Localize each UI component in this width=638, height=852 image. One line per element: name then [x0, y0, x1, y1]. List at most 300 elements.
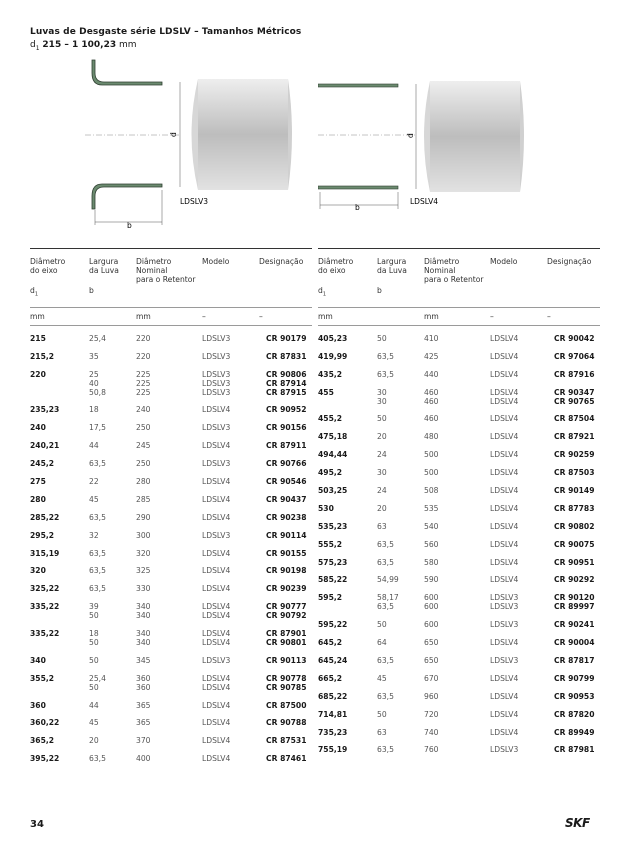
nominal-diameter-cell: 670	[424, 673, 439, 683]
sleeve-width-cell: 63,5	[377, 655, 394, 665]
designation-cell: CR 97064	[554, 351, 595, 361]
table-row	[30, 532, 312, 550]
table-units-row	[30, 308, 312, 325]
nominal-diameter-cell: 400	[136, 754, 151, 764]
nominal-diameter-cell: 285	[136, 494, 151, 504]
nominal-diameter-cell: 320	[136, 548, 151, 558]
sleeve-width-cell: 44	[89, 441, 99, 451]
header-shaft-diameter: Diâmetro do eixo	[30, 257, 66, 275]
unit-designation: –	[259, 312, 263, 321]
table-row	[30, 657, 312, 675]
shaft-diameter-cell: 280	[30, 494, 46, 504]
shaft-diameter-cell: 645,2	[318, 638, 343, 648]
model-cell: LDSLV4	[490, 673, 519, 683]
shaft-diameter-cell: 494,44	[318, 450, 348, 460]
model-cell: LDSLV3	[202, 378, 231, 388]
model-cell: LDSLV4	[202, 637, 231, 647]
sleeve-width-cell: 50	[89, 637, 99, 647]
sleeve-width-cell: 63,5	[89, 584, 106, 594]
table-row	[30, 585, 312, 603]
sleeve-width-cell: 50	[89, 655, 99, 665]
table-row	[318, 415, 600, 433]
sleeve-width-cell: 30	[377, 396, 387, 406]
sleeve-width-cell: 63,5	[89, 754, 106, 764]
sleeve-width-cell: 63,5	[89, 459, 106, 469]
shaft-diameter-cell: 419,99	[318, 351, 348, 361]
designation-cell: CR 90777	[266, 602, 307, 612]
table-header	[318, 249, 600, 307]
sleeve-width-cell: 30	[377, 387, 387, 397]
shaft-diameter-cell: 755,19	[318, 745, 348, 755]
shaft-diameter-cell: 360,22	[30, 718, 60, 728]
designation-cell: CR 90042	[554, 334, 595, 343]
model-cell: LDSLV4	[202, 602, 231, 612]
table-divider	[318, 325, 600, 326]
header-model: Modelo	[490, 257, 518, 266]
nominal-diameter-cell: 345	[136, 655, 151, 665]
designation-cell: CR 90792	[266, 611, 307, 621]
sleeve-width-cell: 50,8	[89, 387, 106, 397]
shaft-diameter-cell: 714,81	[318, 709, 348, 719]
model-cell: LDSLV3	[202, 530, 231, 540]
shaft-diameter-cell: 575,23	[318, 557, 348, 567]
sleeve-width-cell: 58,17	[377, 593, 399, 603]
shaft-diameter-cell: 595,22	[318, 620, 348, 630]
table-row	[30, 478, 312, 496]
model-cell: LDSLV4	[202, 441, 231, 451]
table-body	[318, 335, 600, 764]
page-subtitle	[30, 40, 137, 52]
designation-cell: CR 90788	[266, 718, 307, 728]
shaft-diameter-cell: 245,2	[30, 459, 55, 469]
skf-logo: SKF	[565, 816, 590, 830]
table-row	[30, 737, 312, 755]
table-row	[318, 371, 600, 389]
sleeve-width-cell: 63,5	[89, 512, 106, 522]
nominal-diameter-cell: 480	[424, 432, 439, 442]
shaft-diameter-cell: 215	[30, 334, 46, 343]
designation-cell: CR 90952	[266, 405, 307, 415]
nominal-diameter-cell: 370	[136, 736, 151, 746]
model-cell: LDSLV4	[202, 494, 231, 504]
designation-cell: CR 90120	[554, 593, 595, 603]
model-cell: LDSLV4	[490, 486, 519, 496]
subtitle-symbol: d	[30, 40, 36, 50]
nominal-diameter-cell: 600	[424, 593, 439, 603]
model-cell: LDSLV4	[490, 334, 519, 343]
nominal-diameter-cell: 560	[424, 539, 439, 549]
nominal-diameter-cell: 220	[136, 351, 151, 361]
model-cell: LDSLV4	[490, 638, 519, 648]
subtitle-range: 215 – 1 100,23	[42, 40, 117, 50]
table-row	[318, 639, 600, 657]
designation-cell: CR 90198	[266, 566, 307, 576]
sleeve-width-cell: 24	[377, 486, 387, 496]
model-cell: LDSLV3	[202, 423, 231, 433]
shaft-diameter-cell: 405,23	[318, 334, 348, 343]
shaft-diameter-cell: 235,23	[30, 405, 60, 415]
shaft-diameter-cell: 455,2	[318, 414, 343, 424]
designation-cell: CR 90155	[266, 548, 307, 558]
model-cell: LDSLV4	[490, 575, 519, 585]
designation-cell: CR 90766	[266, 459, 307, 469]
sleeve-width-cell: 25,4	[89, 673, 106, 683]
nominal-diameter-cell: 500	[424, 450, 439, 460]
designation-cell: CR 90149	[554, 486, 595, 496]
table-row	[30, 424, 312, 442]
shaft-diameter-cell: 595,2	[318, 593, 343, 603]
sleeve-width-cell: 39	[89, 602, 99, 612]
table-row	[318, 541, 600, 559]
nominal-diameter-cell: 580	[424, 557, 439, 567]
table-row	[30, 514, 312, 532]
header-symbol-d1: $d_1$	[318, 286, 327, 298]
designation-cell: CR 90113	[266, 655, 307, 665]
nominal-diameter-cell: 365	[136, 718, 151, 728]
sleeve-width-cell: 40	[89, 378, 99, 388]
nominal-diameter-cell: 250	[136, 423, 151, 433]
sleeve-width-cell: 20	[89, 736, 99, 746]
table-row	[30, 550, 312, 568]
nominal-diameter-cell: 650	[424, 638, 439, 648]
sleeve-width-cell: 54,99	[377, 575, 399, 585]
designation-cell: CR 87916	[554, 369, 595, 379]
sleeve-width-cell: 17,5	[89, 423, 106, 433]
table-row	[318, 353, 600, 371]
sleeve-width-cell: 30	[377, 468, 387, 478]
left-figure-label: LDSLV3	[180, 197, 208, 206]
model-cell: LDSLV3	[202, 387, 231, 397]
table-row	[318, 729, 600, 747]
model-cell: LDSLV4	[202, 736, 231, 746]
header-sleeve-width: Largura da Luva	[89, 257, 119, 275]
subtitle-unit: mm	[118, 40, 137, 50]
model-cell: LDSLV4	[490, 691, 519, 701]
shaft-diameter-cell: 455	[318, 387, 334, 397]
table-right	[318, 248, 600, 764]
sleeve-width-cell: 50	[377, 414, 387, 424]
table-row	[30, 630, 312, 657]
designation-cell: CR 87461	[266, 754, 307, 764]
designation-cell: CR 90156	[266, 423, 307, 433]
shaft-diameter-cell: 535,23	[318, 521, 348, 531]
shaft-diameter-cell: 530	[318, 503, 334, 513]
nominal-diameter-cell: 650	[424, 655, 439, 665]
table-row	[30, 353, 312, 371]
nominal-diameter-cell: 360	[136, 673, 151, 683]
table-row	[30, 567, 312, 585]
table-row	[30, 755, 312, 773]
model-cell: LDSLV4	[490, 539, 519, 549]
table-row	[30, 496, 312, 514]
model-cell: LDSLV4	[490, 414, 519, 424]
shaft-diameter-cell: 215,2	[30, 351, 55, 361]
sleeve-width-cell: 20	[377, 432, 387, 442]
model-cell: LDSLV4	[202, 477, 231, 487]
table-row	[318, 335, 600, 353]
nominal-diameter-cell: 590	[424, 575, 439, 585]
unit-shaft: mm	[318, 312, 333, 321]
table-units-row	[318, 308, 600, 325]
designation-cell: CR 90778	[266, 673, 307, 683]
model-cell: LDSLV3	[490, 593, 519, 603]
model-cell: LDSLV4	[202, 700, 231, 710]
designation-cell: CR 90765	[554, 396, 595, 406]
designation-cell: CR 89949	[554, 727, 595, 737]
nominal-diameter-cell: 240	[136, 405, 151, 415]
shaft-diameter-cell: 395,22	[30, 754, 60, 764]
page-title: Luvas de Desgaste série LDSLV – Tamanhos Métricos	[30, 27, 302, 37]
model-cell: LDSLV4	[202, 629, 231, 639]
nominal-diameter-cell: 300	[136, 530, 151, 540]
nominal-diameter-cell: 600	[424, 602, 439, 612]
designation-cell: CR 87911	[266, 441, 307, 451]
header-symbol-b: b	[377, 286, 382, 295]
header-model: Modelo	[202, 257, 230, 266]
nominal-diameter-cell: 440	[424, 369, 439, 379]
nominal-diameter-cell: 960	[424, 691, 439, 701]
designation-cell: CR 87831	[266, 351, 307, 361]
model-cell: LDSLV4	[490, 351, 519, 361]
shaft-diameter-cell: 735,23	[318, 727, 348, 737]
shaft-diameter-cell: 220	[30, 369, 46, 379]
shaft-diameter-cell: 340	[30, 655, 46, 665]
table-row	[318, 389, 600, 416]
table-header	[30, 249, 312, 307]
shaft-diameter-cell: 295,2	[30, 530, 55, 540]
shaft-diameter-cell: 240,21	[30, 441, 60, 451]
designation-cell: CR 90075	[554, 539, 595, 549]
sleeve-width-cell: 45	[89, 494, 99, 504]
sleeve-width-cell: 18	[89, 629, 99, 639]
sleeve-width-cell: 25,4	[89, 334, 106, 343]
sleeve-width-cell: 63,5	[377, 351, 394, 361]
nominal-diameter-cell: 245	[136, 441, 151, 451]
designation-cell: CR 90347	[554, 387, 595, 397]
table-row	[30, 675, 312, 702]
sleeve-width-cell: 50	[377, 709, 387, 719]
header-nominal-diameter: Diâmetro Nominal para o Retentor	[424, 257, 484, 284]
header-nominal-diameter: Diâmetro Nominal para o Retentor	[136, 257, 196, 284]
nominal-diameter-cell: 340	[136, 602, 151, 612]
nominal-diameter-cell: 600	[424, 620, 439, 630]
designation-cell: CR 90799	[554, 673, 595, 683]
header-symbol-b: b	[89, 286, 94, 295]
nominal-diameter-cell: 500	[424, 468, 439, 478]
designation-cell: CR 87500	[266, 700, 307, 710]
nominal-diameter-cell: 460	[424, 387, 439, 397]
table-left	[30, 248, 312, 773]
model-cell: LDSLV4	[490, 387, 519, 397]
sleeve-width-cell: 50	[89, 682, 99, 692]
nominal-diameter-cell: 365	[136, 700, 151, 710]
nominal-diameter-cell: 225	[136, 378, 151, 388]
nominal-diameter-cell: 340	[136, 637, 151, 647]
sleeve-width-cell: 63,5	[89, 566, 106, 576]
designation-cell: CR 87504	[554, 414, 595, 424]
designation-cell: CR 90951	[554, 557, 595, 567]
table-row	[318, 657, 600, 675]
sleeve-width-cell: 44	[89, 700, 99, 710]
nominal-diameter-cell: 325	[136, 566, 151, 576]
sleeve-width-cell: 64	[377, 638, 387, 648]
table-row	[30, 603, 312, 630]
shaft-diameter-cell: 665,2	[318, 673, 343, 683]
nominal-diameter-cell: 535	[424, 503, 439, 513]
designation-cell: CR 87921	[554, 432, 595, 442]
sleeve-width-cell: 63,5	[377, 691, 394, 701]
sleeve-width-cell: 63,5	[377, 539, 394, 549]
header-designation: Designação	[259, 257, 304, 266]
shaft-diameter-cell: 360	[30, 700, 46, 710]
designation-cell: CR 90437	[266, 494, 307, 504]
sleeve-width-cell: 25	[89, 369, 99, 379]
table-row	[30, 719, 312, 737]
designation-cell: CR 87914	[266, 378, 307, 388]
nominal-diameter-cell: 225	[136, 369, 151, 379]
unit-shaft: mm	[30, 312, 45, 321]
designation-cell: CR 90179	[266, 334, 307, 343]
table-divider	[30, 325, 312, 326]
nominal-diameter-cell: 340	[136, 629, 151, 639]
model-cell: LDSLV3	[202, 351, 231, 361]
designation-cell: CR 90801	[266, 637, 307, 647]
model-cell: LDSLV4	[202, 584, 231, 594]
model-cell: LDSLV3	[490, 602, 519, 612]
model-cell: LDSLV3	[202, 459, 231, 469]
designation-cell: CR 90953	[554, 691, 595, 701]
shaft-diameter-cell: 285,22	[30, 512, 60, 522]
nominal-diameter-cell: 340	[136, 611, 151, 621]
model-cell: LDSLV4	[202, 405, 231, 415]
shaft-diameter-cell: 495,2	[318, 468, 343, 478]
unit-model: –	[202, 312, 206, 321]
model-cell: LDSLV4	[490, 709, 519, 719]
sleeve-width-cell: 63,5	[377, 557, 394, 567]
designation-cell: CR 90546	[266, 477, 307, 487]
model-cell: LDSLV4	[202, 718, 231, 728]
table-row	[318, 559, 600, 577]
nominal-diameter-cell: 460	[424, 396, 439, 406]
table-row	[318, 675, 600, 693]
table-row	[30, 371, 312, 407]
subtitle-subscript: 1	[35, 44, 40, 52]
ldslv3-drawing	[80, 55, 300, 230]
designation-cell: CR 90292	[554, 575, 595, 585]
model-cell: LDSLV4	[490, 727, 519, 737]
table-row	[318, 594, 600, 621]
sleeve-width-cell: 50	[89, 611, 99, 621]
table-row	[318, 576, 600, 594]
model-cell: LDSLV4	[202, 611, 231, 621]
sleeve-width-cell: 24	[377, 450, 387, 460]
designation-cell: CR 90004	[554, 638, 595, 648]
model-cell: LDSLV4	[490, 521, 519, 531]
sleeve-width-cell: 35	[89, 351, 99, 361]
designation-cell: CR 87531	[266, 736, 307, 746]
table-row	[30, 702, 312, 720]
shaft-diameter-cell: 320	[30, 566, 46, 576]
designation-cell: CR 90259	[554, 450, 595, 460]
header-shaft-diameter: Diâmetro do eixo	[318, 257, 354, 275]
designation-cell: CR 87915	[266, 387, 307, 397]
shaft-diameter-cell: 585,22	[318, 575, 348, 585]
model-cell: LDSLV3	[490, 655, 519, 665]
designation-cell: CR 87820	[554, 709, 595, 719]
nominal-diameter-cell: 540	[424, 521, 439, 531]
model-cell: LDSLV4	[202, 566, 231, 576]
unit-model: –	[490, 312, 494, 321]
designation-cell: CR 90238	[266, 512, 307, 522]
designation-cell: CR 87503	[554, 468, 595, 478]
table-row	[318, 469, 600, 487]
model-cell: LDSLV4	[490, 369, 519, 379]
nominal-diameter-cell: 250	[136, 459, 151, 469]
model-cell: LDSLV3	[202, 334, 231, 343]
model-cell: LDSLV4	[202, 682, 231, 692]
shaft-diameter-cell: 335,22	[30, 629, 60, 639]
right-b-label: b	[355, 203, 360, 212]
sleeve-width-cell: 63,5	[377, 745, 394, 755]
nominal-diameter-cell: 425	[424, 351, 439, 361]
table-row	[318, 746, 600, 764]
designation-cell: CR 87783	[554, 503, 595, 513]
designation-cell: CR 90114	[266, 530, 307, 540]
header-sleeve-width: Largura da Luva	[377, 257, 407, 275]
model-cell: LDSLV4	[202, 673, 231, 683]
ldslv4-drawing	[318, 74, 538, 214]
sleeve-width-cell: 63,5	[377, 369, 394, 379]
table-row	[318, 523, 600, 541]
shaft-diameter-cell: 325,22	[30, 584, 60, 594]
sleeve-width-cell: 63	[377, 521, 387, 531]
designation-cell: CR 87901	[266, 629, 307, 639]
sleeve-width-cell: 45	[89, 718, 99, 728]
shaft-diameter-cell: 685,22	[318, 691, 348, 701]
sleeve-width-cell: 22	[89, 477, 99, 487]
designation-cell: CR 90241	[554, 620, 595, 630]
model-cell: LDSLV4	[202, 754, 231, 764]
unit-nominal: mm	[136, 312, 151, 321]
shaft-diameter-cell: 335,22	[30, 602, 60, 612]
model-cell: LDSLV4	[490, 432, 519, 442]
nominal-diameter-cell: 290	[136, 512, 151, 522]
nominal-diameter-cell: 220	[136, 334, 151, 343]
model-cell: LDSLV4	[490, 557, 519, 567]
designation-cell: CR 90239	[266, 584, 307, 594]
designation-cell: CR 90806	[266, 369, 307, 379]
shaft-diameter-cell: 315,19	[30, 548, 60, 558]
designation-cell: CR 87817	[554, 655, 595, 665]
table-body	[30, 335, 312, 773]
sleeve-width-cell: 20	[377, 503, 387, 513]
nominal-diameter-cell: 508	[424, 486, 439, 496]
table-row	[318, 451, 600, 469]
nominal-diameter-cell: 360	[136, 682, 151, 692]
table-row	[318, 621, 600, 639]
sleeve-width-cell: 50	[377, 620, 387, 630]
table-row	[30, 460, 312, 478]
nominal-diameter-cell: 280	[136, 477, 151, 487]
nominal-diameter-cell: 330	[136, 584, 151, 594]
shaft-diameter-cell: 240	[30, 423, 46, 433]
model-cell: LDSLV3	[490, 620, 519, 630]
sleeve-width-cell: 63	[377, 727, 387, 737]
right-figure-label: LDSLV4	[410, 197, 438, 206]
table-row	[318, 505, 600, 523]
page-number: 34	[30, 819, 44, 830]
shaft-diameter-cell: 275	[30, 477, 46, 487]
